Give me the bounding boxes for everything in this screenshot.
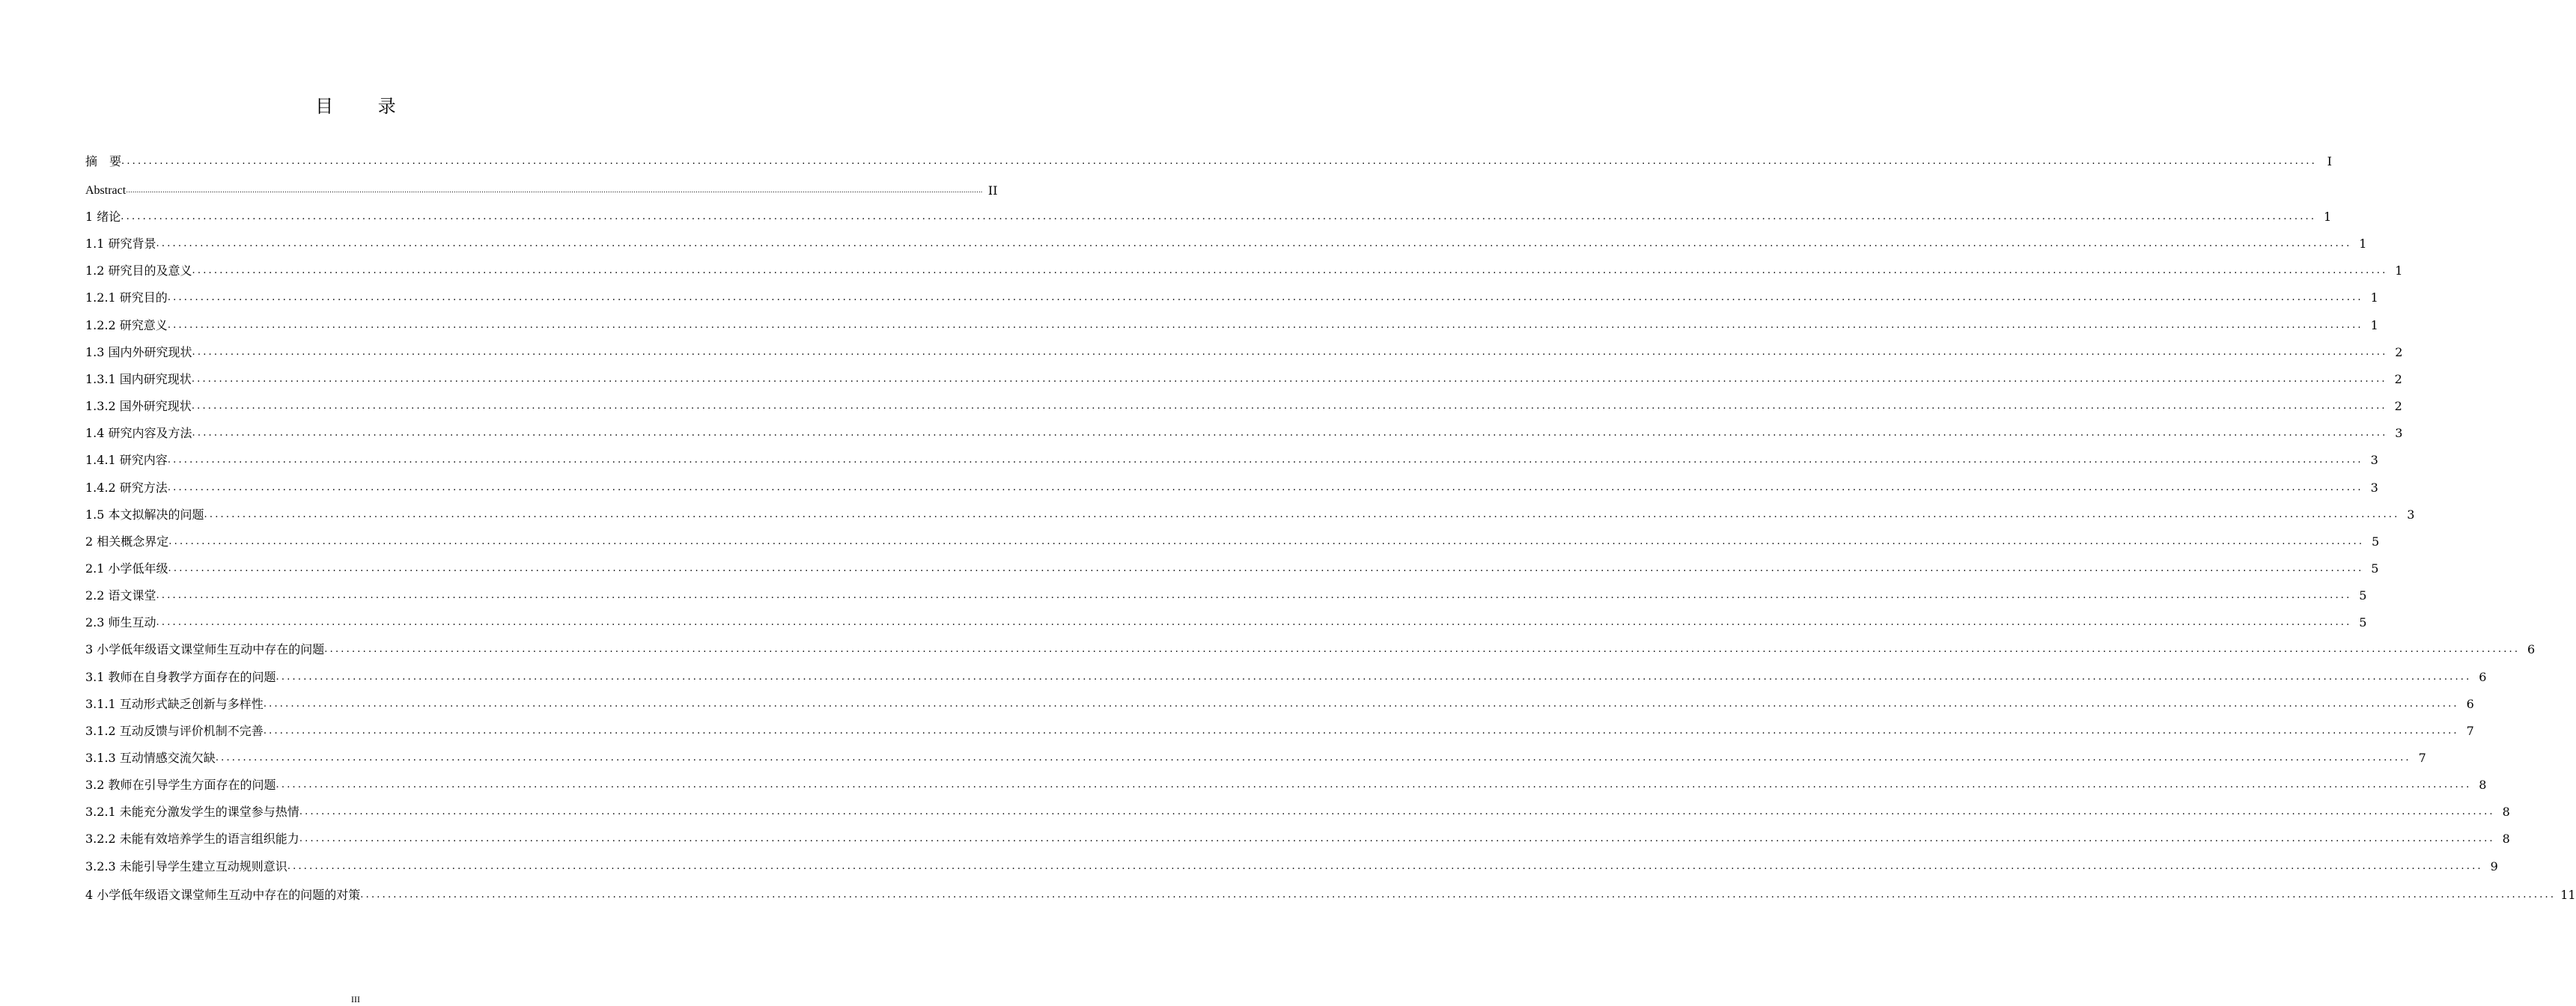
toc-entry-label: 1.2.1 研究目的 [85,290,168,305]
dot-leader: ................................................................................................................................................................................................................................................................................................................................................................................................................ [167,454,2363,466]
toc-entry-page-number: 6 [2479,669,2487,684]
dot-leader: ................................................................................................................................................................................................................................................................................................................................................................................................................ [168,535,2365,547]
toc-entry-label: 1.5 本文拟解决的问题 [85,507,204,522]
toc-entry-page-number: 5 [2359,588,2367,603]
toc-entry-label: 3.1 教师在自身教学方面存在的问题 [85,669,276,684]
toc-entry[interactable] [85,260,2403,278]
toc-entry-label: 1.4.2 研究方法 [85,480,168,495]
toc-entry-page-number: 8 [2479,778,2487,793]
toc-entry[interactable] [85,585,2367,603]
dot-leader: ................................................................................................................................................................................................................................................................................................................................................................................................................ [275,671,2472,683]
dot-leader: ................................................................................................................................................................................................................................................................................................................................................................................................................ [121,211,2317,222]
toc-entry-page-number: 1 [2370,290,2378,305]
toc-entry-page-number: 8 [2502,832,2510,847]
toc-entry-label: 2.3 师生互动 [85,615,156,630]
toc-entry[interactable] [85,694,2474,712]
toc-entry[interactable] [85,396,2402,414]
toc-entry-label: 1.3 国内外研究现状 [85,344,192,359]
dot-leader: ................................................................................................................................................................................................................................................................................................................................................................................................................ [191,373,2387,385]
toc-entry-label: 1.1 研究背景 [85,237,156,252]
toc-entry-page-number: 1 [2395,263,2403,278]
toc-entry-page-number: 9 [2490,859,2498,874]
dot-leader: ................................................................................................................................................................................................................................................................................................................................................................................................................ [121,156,2317,167]
toc-entry-page-number: 3 [2395,426,2403,441]
toc-entry-label: 摘 要 [85,154,122,168]
dot-leader: ................................................................................................................................................................................................................................................................................................................................................................................................................ [156,238,2352,250]
toc-entry[interactable] [85,423,2403,441]
toc-entry-label: 3.1.2 互动反馈与评价机制不完善 [85,723,264,738]
toc-entry-page-number: II [987,183,998,198]
toc-entry-label: 1.3.1 国内研究现状 [85,371,192,386]
dot-leader: ................................................................................................................................................................................................................................................................................................................................................................................................................ [215,752,2411,763]
toc-entry[interactable] [85,180,998,198]
toc-entry[interactable] [85,234,2367,252]
toc-entry-page-number: I [2327,154,2332,168]
dot-leader: ................................................................................................................................................................................................................................................................................................................................................................................................................ [360,888,2557,900]
toc-entry-label: 4 小学低年级语文课堂师生互动中存在的问题的对策 [85,887,361,902]
toc-entry-page-number: 5 [2372,534,2380,549]
toc-entry-label: 3.2 教师在引导学生方面存在的问题 [85,778,276,793]
toc-entry-page-number: 1 [2324,210,2332,224]
toc-entry-label: 3.2.3 未能引导学生建立互动规则意识 [85,859,287,874]
toc-entry-page-number: 1 [2359,237,2367,252]
toc-entry[interactable] [85,558,2379,576]
dot-leader: ................................................................................................................................................................................................................................................................................................................................................................................................................ [126,187,983,195]
dot-leader: ................................................................................................................................................................................................................................................................................................................................................................................................................ [275,779,2472,791]
dot-leader: ................................................................................................................................................................................................................................................................................................................................................................................................................ [167,319,2363,331]
toc-entry[interactable] [85,450,2378,468]
toc-entry-page-number: 2 [2394,399,2402,414]
toc-entry-label: 3.1.1 互动形式缺乏创新与多样性 [85,696,264,711]
toc-entry-page-number: 3 [2407,507,2415,522]
dot-leader: ................................................................................................................................................................................................................................................................................................................................................................................................................ [299,806,2495,818]
toc-entry[interactable] [85,369,2402,387]
toc-entry-label: 1.4 研究内容及方法 [85,426,192,441]
toc-entry-page-number: 5 [2371,561,2379,576]
toc-entry-page-number: 7 [2466,723,2474,738]
toc-entry-page-number: 8 [2502,805,2510,820]
toc-entry[interactable] [85,531,2380,549]
toc-entry-label: 1 绪论 [85,210,121,224]
toc-entry[interactable] [85,207,2332,225]
dot-leader: ................................................................................................................................................................................................................................................................................................................................................................................................................ [156,617,2352,629]
toc-entry[interactable] [85,478,2378,496]
toc-entry-label: 3 小学低年级语文课堂师生互动中存在的问题 [85,642,325,657]
toc-entry-label: 1.3.2 国外研究现状 [85,399,192,414]
toc-entry[interactable] [85,856,2498,874]
dot-leader: ................................................................................................................................................................................................................................................................................................................................................................................................................ [204,508,2400,520]
toc-title: 目 录 [315,96,415,117]
dot-leader: ................................................................................................................................................................................................................................................................................................................................................................................................................ [263,698,2459,710]
toc-entry-label: 1.2 研究目的及意义 [85,263,192,278]
dot-leader: ................................................................................................................................................................................................................................................................................................................................................................................................................ [168,562,2364,574]
dot-leader: ................................................................................................................................................................................................................................................................................................................................................................................................................ [167,481,2363,493]
toc-entry-label: 3.2.2 未能有效培养学生的语言组织能力 [85,832,299,847]
toc-entry[interactable] [85,639,2536,657]
toc-entry[interactable] [85,612,2367,630]
toc-entry[interactable] [85,151,2332,169]
toc-entry[interactable] [85,315,2378,333]
toc-entry-page-number: 5 [2359,615,2367,630]
toc-entry-label: 2.1 小学低年级 [85,561,168,576]
toc-entry[interactable] [85,748,2426,766]
toc-entry-page-number: 11 [2560,887,2576,902]
toc-entry-label: Abstract [85,184,127,197]
toc-entry[interactable] [85,802,2510,820]
page-number-footer: III [351,994,360,1005]
toc-entry-page-number: 2 [2395,344,2403,359]
toc-entry-page-number: 3 [2370,453,2378,468]
toc-entry-page-number: 6 [2527,642,2536,657]
toc-entry-page-number: 2 [2394,371,2402,386]
toc-entry-page-number: 3 [2370,480,2378,495]
dot-leader: ................................................................................................................................................................................................................................................................................................................................................................................................................ [299,833,2495,845]
dot-leader: ................................................................................................................................................................................................................................................................................................................................................................................................................ [192,427,2388,439]
toc-entry-label: 1.2.2 研究意义 [85,317,168,332]
toc-entry[interactable] [85,829,2510,847]
toc-entry[interactable] [85,775,2487,793]
dot-leader: ................................................................................................................................................................................................................................................................................................................................................................................................................ [156,590,2352,602]
dot-leader: ................................................................................................................................................................................................................................................................................................................................................................................................................ [192,346,2388,358]
toc-entry-label: 2 相关概念界定 [85,534,169,549]
toc-entry[interactable] [85,667,2487,685]
toc-entry-label: 2.2 语文课堂 [85,588,156,603]
toc-entry-page-number: 6 [2466,696,2474,711]
dot-leader: ................................................................................................................................................................................................................................................................................................................................................................................................................ [263,725,2459,737]
toc-entry[interactable] [85,342,2403,360]
dot-leader: ................................................................................................................................................................................................................................................................................................................................................................................................................ [167,292,2363,304]
toc-entry-page-number: 1 [2370,317,2378,332]
toc-entry[interactable] [85,504,2415,522]
toc-entry-label: 1.4.1 研究内容 [85,453,168,468]
dot-leader: ................................................................................................................................................................................................................................................................................................................................................................................................................ [287,860,2483,872]
toc-entry-page-number: 7 [2418,751,2426,765]
dot-leader: ................................................................................................................................................................................................................................................................................................................................................................................................................ [192,265,2388,277]
toc-entry-label: 3.2.1 未能充分激发学生的课堂参与热情 [85,805,299,820]
dot-leader: ................................................................................................................................................................................................................................................................................................................................................................................................................ [191,400,2387,412]
dot-leader: ................................................................................................................................................................................................................................................................................................................................................................................................................ [324,644,2521,656]
toc-entry[interactable] [85,885,2576,903]
toc-entry-label: 3.1.3 互动情感交流欠缺 [85,751,216,765]
toc-entry[interactable] [85,721,2474,739]
toc-entry[interactable] [85,287,2378,305]
